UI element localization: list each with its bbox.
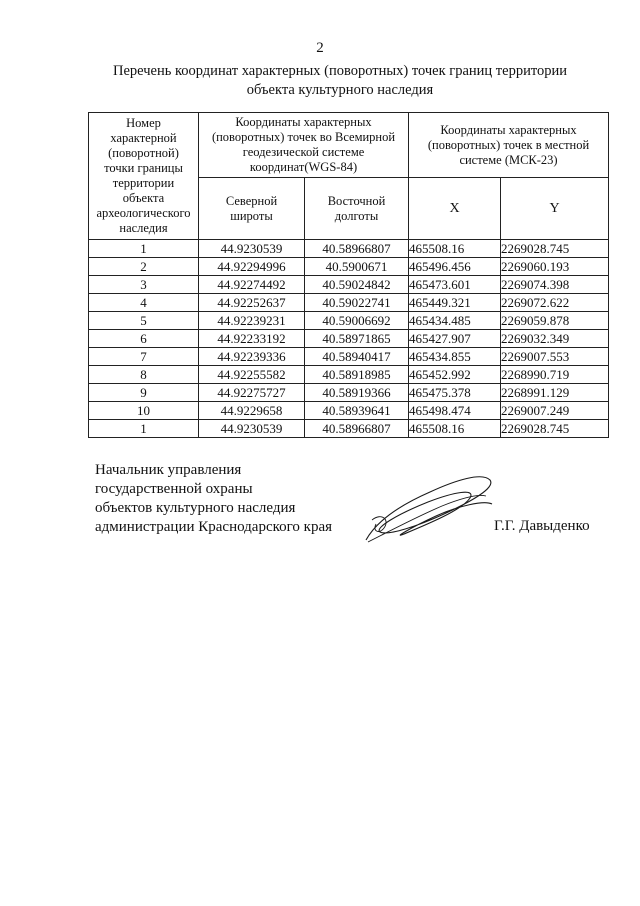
- coordinates-table: [88, 112, 609, 438]
- point-number: 5: [89, 312, 199, 330]
- header-latitude: Северной широты: [199, 178, 305, 240]
- page-number: 2: [316, 40, 324, 56]
- longitude-value: 40.58939641: [305, 402, 409, 420]
- latitude-value: 44.92233192: [199, 330, 305, 348]
- latitude-value: 44.92252637: [199, 294, 305, 312]
- table-row: [89, 312, 609, 330]
- header-y: Y: [501, 178, 609, 240]
- y-value: 2269028.745: [501, 420, 609, 438]
- longitude-value: 40.58919366: [305, 384, 409, 402]
- x-value: 465473.601: [409, 276, 501, 294]
- signatory-title: [95, 461, 332, 537]
- y-value: 2269060.193: [501, 258, 609, 276]
- latitude-value: 44.92239336: [199, 348, 305, 366]
- longitude-value: 40.59022741: [305, 294, 409, 312]
- table-row: [89, 258, 609, 276]
- x-value: 465427.907: [409, 330, 501, 348]
- point-number: 7: [89, 348, 199, 366]
- signatory-line-2: государственной охраны: [95, 481, 253, 497]
- header-point-number: Номер характерной (поворотной) точки границы территории объекта археологического наследия: [89, 113, 199, 240]
- point-number: 10: [89, 402, 199, 420]
- y-value: 2269059.878: [501, 312, 609, 330]
- point-number: 8: [89, 366, 199, 384]
- table-row: [89, 384, 609, 402]
- latitude-value: 44.92239231: [199, 312, 305, 330]
- point-number: 6: [89, 330, 199, 348]
- latitude-value: 44.92274492: [199, 276, 305, 294]
- latitude-value: 44.92255582: [199, 366, 305, 384]
- y-value: 2269007.553: [501, 348, 609, 366]
- longitude-value: 40.58940417: [305, 348, 409, 366]
- latitude-value: 44.92294996: [199, 258, 305, 276]
- x-value: 465498.474: [409, 402, 501, 420]
- x-value: 465496.456: [409, 258, 501, 276]
- signatory-line-4: администрации Краснодарского края: [95, 519, 333, 535]
- longitude-value: 40.58971865: [305, 330, 409, 348]
- table-row: [89, 276, 609, 294]
- x-value: 465449.321: [409, 294, 501, 312]
- point-number: 9: [89, 384, 199, 402]
- latitude-value: 44.92275727: [199, 384, 305, 402]
- header-msk23: Координаты характерных (поворотных) точек в местной системе (МСК-23): [409, 113, 609, 178]
- latitude-value: 44.9230539: [199, 240, 305, 258]
- latitude-value: 44.9230539: [199, 420, 305, 438]
- y-value: 2268990.719: [501, 366, 609, 384]
- title-line-2: объекта культурного наследия: [246, 82, 434, 98]
- longitude-value: 40.58966807: [305, 420, 409, 438]
- table-row: [89, 420, 609, 438]
- title-line-1: Перечень координат характерных (поворотных) точек границ территории: [112, 63, 568, 79]
- y-value: 2268991.129: [501, 384, 609, 402]
- x-value: 465475.378: [409, 384, 501, 402]
- coordinates-table-body: [89, 240, 609, 438]
- signatory-line-1: Начальник управления: [95, 462, 242, 478]
- signatory-line-3: объектов культурного наследия: [95, 500, 296, 516]
- table-row: [89, 402, 609, 420]
- point-number: 4: [89, 294, 199, 312]
- point-number: 3: [89, 276, 199, 294]
- header-x: X: [409, 178, 501, 240]
- signatory-name: Г.Г. Давыденко: [494, 518, 590, 534]
- header-wgs84: Координаты характерных (поворотных) точек во Всемирной геодезической системе координат(WGS-84): [199, 113, 409, 178]
- y-value: 2269074.398: [501, 276, 609, 294]
- table-row: [89, 240, 609, 258]
- x-value: 465508.16: [409, 420, 501, 438]
- longitude-value: 40.58966807: [305, 240, 409, 258]
- table-row: [89, 330, 609, 348]
- table-row: [89, 348, 609, 366]
- y-value: 2269028.745: [501, 240, 609, 258]
- x-value: 465434.855: [409, 348, 501, 366]
- point-number: 1: [89, 420, 199, 438]
- latitude-value: 44.9229658: [199, 402, 305, 420]
- x-value: 465452.992: [409, 366, 501, 384]
- handwritten-signature: [358, 462, 498, 552]
- point-number: 1: [89, 240, 199, 258]
- y-value: 2269007.249: [501, 402, 609, 420]
- x-value: 465434.485: [409, 312, 501, 330]
- point-number: 2: [89, 258, 199, 276]
- table-row: [89, 294, 609, 312]
- document-title: [80, 62, 600, 100]
- x-value: 465508.16: [409, 240, 501, 258]
- longitude-value: 40.5900671: [305, 258, 409, 276]
- header-longitude: Восточной долготы: [305, 178, 409, 240]
- y-value: 2269072.622: [501, 294, 609, 312]
- y-value: 2269032.349: [501, 330, 609, 348]
- longitude-value: 40.58918985: [305, 366, 409, 384]
- longitude-value: 40.59024842: [305, 276, 409, 294]
- longitude-value: 40.59006692: [305, 312, 409, 330]
- table-row: [89, 366, 609, 384]
